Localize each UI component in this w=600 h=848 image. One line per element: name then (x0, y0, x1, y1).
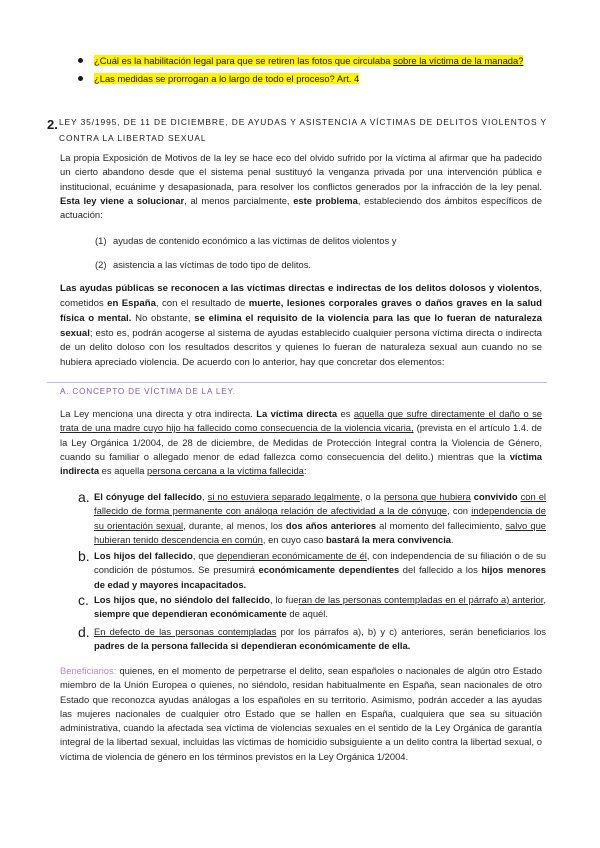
underlined-text: ran de las personas contempladas en el párrafo a) anterior (298, 594, 544, 605)
bold-text: Los hijos del fallecido (94, 550, 193, 561)
bold-text: Los hijos que, no siéndolo del fallecido (94, 594, 271, 605)
enum-number: (1) (95, 235, 107, 246)
text: , con el resultado de (155, 297, 249, 309)
section-divider (47, 382, 547, 383)
highlighted-text: ¿Las medidas se prorrogan a lo largo de todo el proceso? Art. 4 (94, 73, 360, 85)
bold-text: convivido (470, 491, 521, 502)
enum-text: asistencia a las víctimas de todo tipo de delitos. (113, 259, 312, 270)
text: , (543, 594, 546, 605)
enum-number: (2) (95, 259, 107, 270)
section-heading (47, 115, 547, 146)
bold-text: padres de la persona fallecida si dependieran económicamente de ella. (94, 640, 411, 652)
bold-text: económicamente dependientes (258, 564, 400, 576)
bold-text: Las ayudas públicas se reconocen a las víctimas directas e indirectas de los delitos dolosos y violentos (60, 283, 540, 294)
paragraph (60, 664, 542, 764)
bold-text: Esta ley viene a solucionar (60, 194, 185, 206)
bullet-icon (78, 76, 83, 81)
list-item (78, 54, 548, 68)
list-item (78, 72, 548, 86)
underlined-text: salvo que hubieran tenido descendencia en común (94, 519, 547, 545)
section-number: 2. (47, 117, 58, 132)
question-list (78, 54, 548, 91)
underlined-text: con el fallecido de forma permanente con análoga relación de afectividad a la de cónyuge (94, 491, 546, 517)
bold-text: El cónyuge del fallecido (94, 491, 202, 502)
text: , cometidos (60, 283, 542, 309)
text: , que (192, 550, 217, 561)
list-marker: b. (78, 548, 90, 564)
subsection-title: A. CONCEPTO DE VÍCTIMA DE LA LEY. (60, 387, 236, 396)
bold-text: La víctima directa (256, 408, 338, 419)
text: por los párrafos a), b) y c) anteriores, serán beneficiarios los (276, 626, 546, 637)
list-marker: a. (78, 489, 90, 505)
paragraph (60, 151, 542, 222)
underlined-text: En defecto de las personas contempladas (94, 626, 277, 637)
text: es (337, 408, 354, 419)
list-item (78, 593, 546, 622)
text: , en cuyo caso (262, 533, 326, 545)
list-marker: c. (78, 592, 89, 608)
text: , o la (359, 491, 384, 502)
underlined-text: independencia de su orientación sexual (94, 505, 546, 531)
list-item (78, 549, 546, 592)
underlined-text: persona cercana a la víctima fallecida (147, 465, 304, 477)
text: La Ley menciona una directa y otra indirecta. (60, 408, 257, 419)
bold-text: bastará la mera convivencia (325, 533, 452, 545)
text: es aquella (99, 465, 148, 477)
text: del fallecido a los (399, 564, 482, 576)
bold-text: muerte, lesiones corporales graves o daños graves en la salud física o mental. (60, 297, 542, 324)
enum-text: ayudas de contenido económico a las víctimas de delitos violentos y (113, 235, 397, 246)
text: , lo fue (270, 594, 299, 605)
list-item (78, 625, 546, 654)
list-item (78, 490, 546, 547)
enum-item (95, 258, 311, 272)
enum-item (95, 234, 397, 248)
text: , al menos parcialmente, (184, 194, 294, 206)
text: La propia Exposición de Motivos de la ley se hace eco del olvido sufrido por la víctima al afirmar que ha padecido un cierto abandono desde que el sistema penal sustituyó la venganza privada por una intervención pública e institucional, ecuánime y desapasionada, para resolver los conflictos generados por la infracción de la ley penal. (60, 152, 542, 192)
text: No obstante, (131, 312, 195, 324)
text: . (451, 533, 454, 545)
text: (prevista en el artículo 1.4. de la Ley Orgánica 1/2004, de 28 de diciembre, de Medidas de Protección Integral contra la Violencia de Género, cuando su familiar o allegado menor de edad fallezca como consecuencia del delito.) mientras que la (60, 422, 543, 462)
text: : (303, 465, 307, 477)
text: , con independencia de su filiación o de su condición de póstumos. Se presumirá (94, 550, 546, 576)
bold-text: hijos menores de edad y mayores incapacitados. (94, 564, 546, 590)
section-title: LEY 35/1995, DE 11 DE DICIEMBRE, DE AYUDAS Y ASISTENCIA A VÍCTIMAS DE DELITOS VIOLENTOS Y CONTRA LA LIBERTAD SEXUAL (59, 117, 547, 143)
underlined-text: dependieran económicamente de él (216, 550, 367, 561)
bullet-icon (78, 58, 83, 63)
bold-text: en España (107, 297, 156, 309)
underlined-text: aquella que sufre directamente el daño o se trata de una madre cuyo hijo ha fallecido como consecuencia de la violencia vicaria, (60, 408, 542, 434)
text: , durante, al menos, los (183, 519, 286, 531)
bold-text: siempre que dependieran económicamente (94, 608, 287, 620)
bold-text: víctima indirecta (60, 450, 542, 477)
bold-text: este problema (293, 194, 358, 206)
paragraph (60, 407, 542, 478)
paragraph (60, 282, 542, 371)
text: de aquél. (286, 608, 328, 620)
text: ; esto es, podrán acogerse al sistema de ayudas establecido cualquier persona víctima directa o indirecta de un delito doloso con los resultados descritos y quienes lo fueran de naturaleza sexual aun cuando no se hubiera apreciado violencia. De acuerdo con lo anterior, hay que concretar dos elementos: (60, 327, 542, 369)
text: quienes, en el momento de perpetrarse el delito, sean españoles o nacionales de algún otro Estado miembro de la Unión Europea o quienes, no siéndolo, residan habitualmente en España, sean nacionales de otro Estado que reconozca ayudas análogas a los españoles en su territorio. Asimismo, podrán acceder a las ayudas las mujeres nacionales de cualquier otro Estado que se hallen en España, cualquiera que sea su situación administrativa, cuando la afectada sea víctima de violencias sexuales en el sentido de la Ley Orgánica de garantía integral de la libertad sexual, incluidas las víctimas de homicidio subsiguiente a un delito contra la libertad sexual, o víctima de violencia de género en los términos previstos en la Ley Orgánica 1/2004. (60, 665, 542, 762)
list-marker: d. (78, 624, 90, 640)
text: al momento del fallecimiento, (376, 519, 506, 531)
bold-text: se elimina el requisito de la violencia para las que lo fueran de naturaleza sexual (60, 312, 542, 339)
text: , con (447, 505, 472, 517)
highlighted-text: ¿Cuál es la habilitación legal para que se retiren las fotos que circulaba (94, 55, 394, 66)
underlined-text: si no estuviera separado legalmente (207, 491, 360, 502)
highlighted-text: sobre la víctima de la manada? (393, 55, 524, 66)
text: , estableciendo dos ámbitos específicos de actuación: (60, 194, 542, 221)
bold-text: dos años anteriores (285, 519, 377, 531)
underlined-text: persona que hubiera (383, 491, 471, 502)
text: , (202, 491, 208, 502)
beneficiaries-label: Beneficiarios: (60, 665, 117, 676)
